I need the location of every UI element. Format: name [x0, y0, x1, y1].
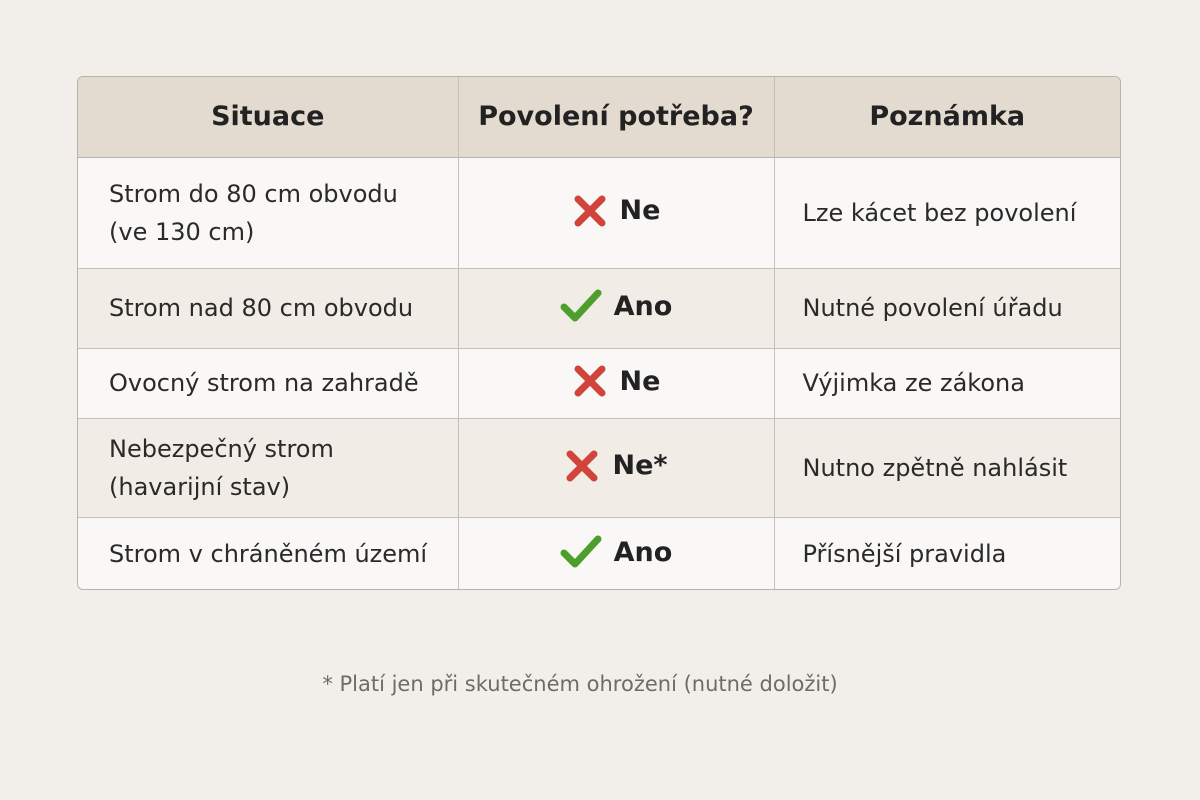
situation-cell — [78, 157, 458, 268]
check-icon — [560, 288, 602, 324]
x-icon — [572, 363, 608, 399]
situation-line: Strom do 80 cm obvodu — [109, 179, 398, 208]
check-icon — [560, 534, 602, 570]
permit-needed-value: Ne — [619, 195, 661, 226]
table-header-row — [78, 77, 1120, 157]
note-cell: Nutné povolení úřadu — [774, 268, 1120, 348]
situation-cell — [78, 418, 458, 517]
permit-needed-cell — [458, 517, 774, 590]
permit-needed-cell — [458, 157, 774, 268]
footnote: * Platí jen při skutečném ohrožení (nutné doložit) — [322, 672, 838, 696]
situation-cell — [78, 517, 458, 590]
permit-needed-cell — [458, 418, 774, 517]
situation-line: Strom v chráněném území — [109, 540, 428, 569]
header-situation: Situace — [78, 77, 458, 157]
permit-needed-value: Ne — [619, 365, 661, 397]
note-cell: Výjimka ze zákona — [774, 348, 1120, 418]
situation-line: Nebezpečný strom — [109, 434, 334, 463]
header-note: Poznámka — [774, 77, 1120, 157]
table-row — [78, 157, 1120, 268]
situation-line: (havarijní stav) — [109, 472, 291, 501]
permit-needed-value: Ne* — [612, 450, 668, 481]
permit-needed-value: Ano — [613, 290, 673, 322]
table-row — [78, 517, 1120, 590]
situation-line: Strom nad 80 cm obvodu — [109, 294, 414, 322]
permit-needed-cell — [458, 348, 774, 418]
table-row — [78, 418, 1120, 517]
table-row — [78, 348, 1120, 418]
permit-table — [78, 77, 1120, 590]
situation-cell — [78, 268, 458, 348]
situation-line: (ve 130 cm) — [109, 217, 255, 246]
permit-table-card — [77, 76, 1121, 590]
x-icon — [564, 448, 600, 484]
x-icon — [572, 193, 608, 229]
situation-cell — [78, 348, 458, 418]
note-cell: Nutno zpětně nahlásit — [774, 418, 1120, 517]
note-cell: Lze kácet bez povolení — [774, 157, 1120, 268]
table-row — [78, 268, 1120, 348]
note-cell: Přísnější pravidla — [774, 517, 1120, 590]
header-permit-needed: Povolení potřeba? — [458, 77, 774, 157]
permit-needed-cell — [458, 268, 774, 348]
situation-line: Ovocný strom na zahradě — [109, 369, 419, 397]
permit-needed-value: Ano — [613, 536, 673, 568]
